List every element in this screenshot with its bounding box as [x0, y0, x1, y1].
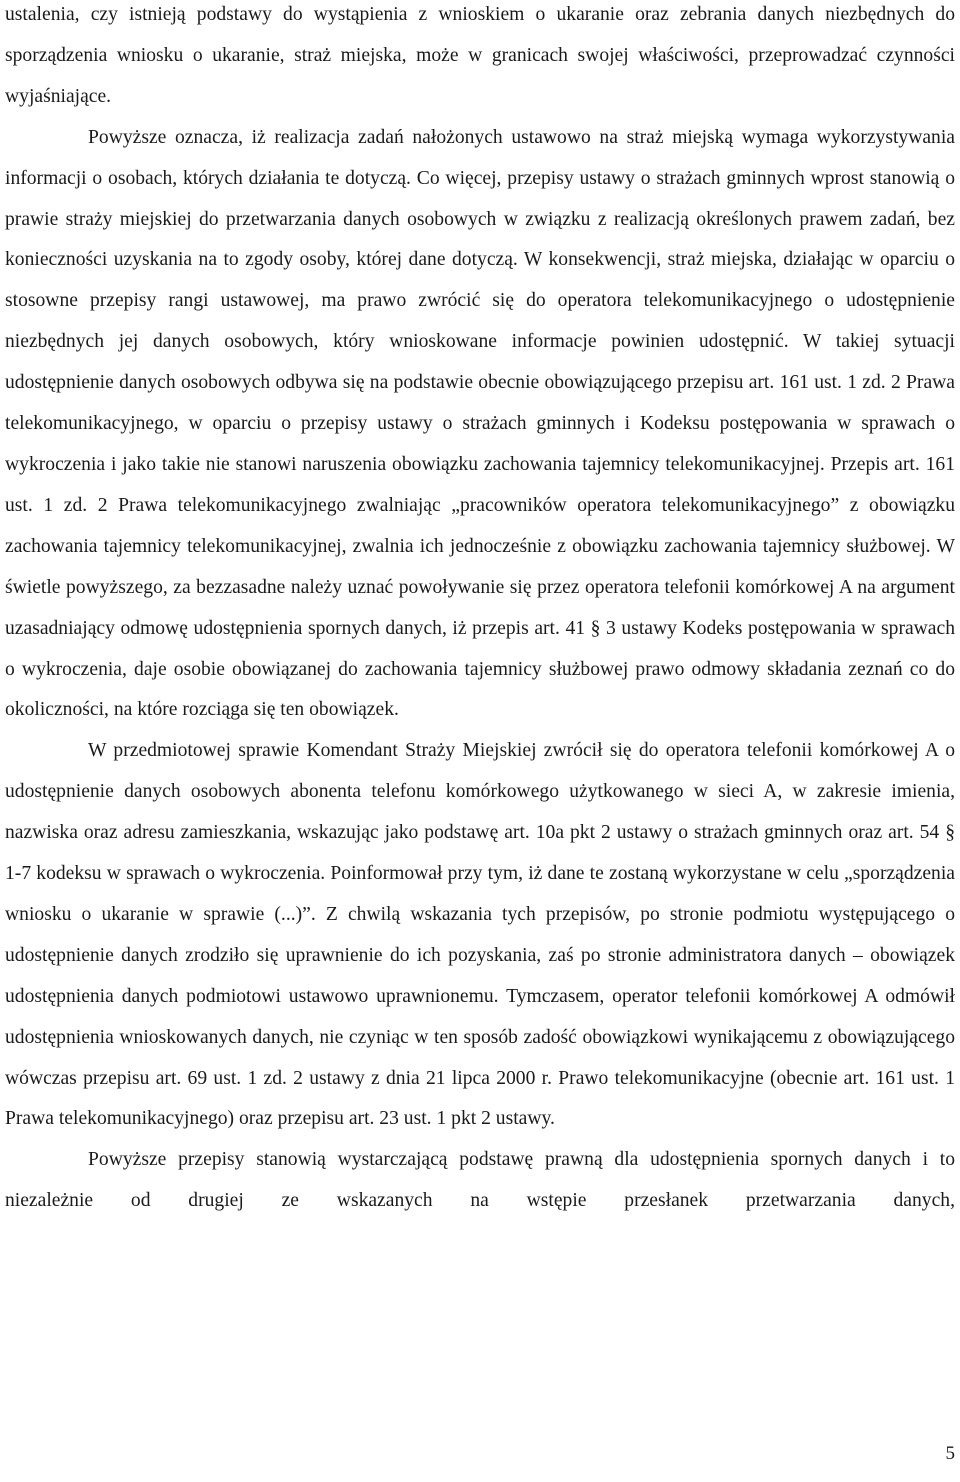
paragraph-2: Powyższe oznacza, iż realizacja zadań nałożonych ustawowo na straż miejską wymaga wykorzystywania informacji o osobach, których działania te dotyczą. Co więcej, przepisy ustawy o strażach gminnych wprost stanowią o prawie straży miejskiej do przetwarzania danych osobowych w związku z realizacją określonych prawem zadań, bez konieczności uzyskania na to zgody osoby, której dane dotyczą. W konsekwencji, straż miejska, działając w oparciu o stosowne przepisy rangi ustawowej, ma prawo zwrócić się do operatora telekomunikacyjnego o udostępnienie niezbędnych jej danych osobowych, który wnioskowane informacje powinien udostępnić. W takiej sytuacji udostępnienie danych osobowych odbywa się na podstawie obecnie obowiązującego przepisu art. 161 ust. 1 zd. 2 Prawa telekomunikacyjnego, w oparciu o przepisy ustawy o strażach gminnych i Kodeksu postępowania w sprawach o wykroczenia i jako takie nie stanowi naruszenia obowiązku zachowania tajemnicy telekomunikacyjnej. Przepis art. 161 ust. 1 zd. 2 Prawa telekomunikacyjnego zwalniając „pracowników operatora telekomunikacyjnego” z obowiązku zachowania tajemnicy telekomunikacyjnej, zwalnia ich jednocześnie z obowiązku zachowania tajemnicy służbowej. W świetle powyższego, za bezzasadne należy uznać powoływanie się przez operatora telefonii komórkowej A na argument uzasadniający odmowę udostępnienia spornych danych, iż przepis art. 41 § 3 ustawy Kodeks postępowania w sprawach o wykroczenia, daje osobie obowiązanej do zachowania tajemnicy służbowej prawo odmowy składania zeznań co do okoliczności, na które rozciąga się ten obowiązek. — [5, 126, 955, 721]
page-number: 5 — [945, 1443, 955, 1464]
paragraph-4: Powyższe przepisy stanowią wystarczającą podstawę prawną dla udostępnienia spornych danych i to niezależnie od drugiej ze wskazanych na wstępie przesłanek przetwarzania danych, — [5, 1149, 955, 1212]
paragraph-3: W przedmiotowej sprawie Komendant Straży Miejskiej zwrócił się do operatora telefonii komórkowej A o udostępnienie danych osobowych abonenta telefonu komórkowego użytkowanego w sieci A, w zakresie imienia, nazwiska oraz adresu zamieszkania, wskazując jako podstawę art. 10a pkt 2 ustawy o strażach gminnych oraz art. 54 § 1-7 kodeksu w sprawach o wykroczenia. Poinformował przy tym, iż dane te zostaną wykorzystane w celu „sporządzenia wniosku o ukaranie w sprawie (...)”. Z chwilą wskazania tych przepisów, po stronie podmiotu występującego o udostępnienie danych zrodziło się uprawnienie do ich pozyskania, zaś po stronie administratora danych – obowiązek udostępnienia danych podmiotowi ustawowo uprawnionemu. Tymczasem, operator telefonii komórkowej A odmówił udostępnienia wnioskowanych danych, nie czyniąc w ten sposób zadość obowiązkowi wynikającemu z obowiązującego wówczas przepisu art. 69 ust. 1 zd. 2 ustawy z dnia 21 lipca 2000 r. Prawo telekomunikacyjne (obecnie art. 161 ust. 1 Prawa telekomunikacyjnego) oraz przepisu art. 23 ust. 1 pkt 2 ustawy. — [5, 740, 955, 1130]
paragraph-1: ustalenia, czy istnieją podstawy do wystąpienia z wnioskiem o ukaranie oraz zebrania danych niezbędnych do sporządzenia wniosku o ukaranie, straż miejska, może w granicach swojej właściwości, przeprowadzać czynności wyjaśniające. — [5, 4, 955, 107]
document-body — [5, 0, 955, 1222]
document-page — [5, 0, 955, 1482]
